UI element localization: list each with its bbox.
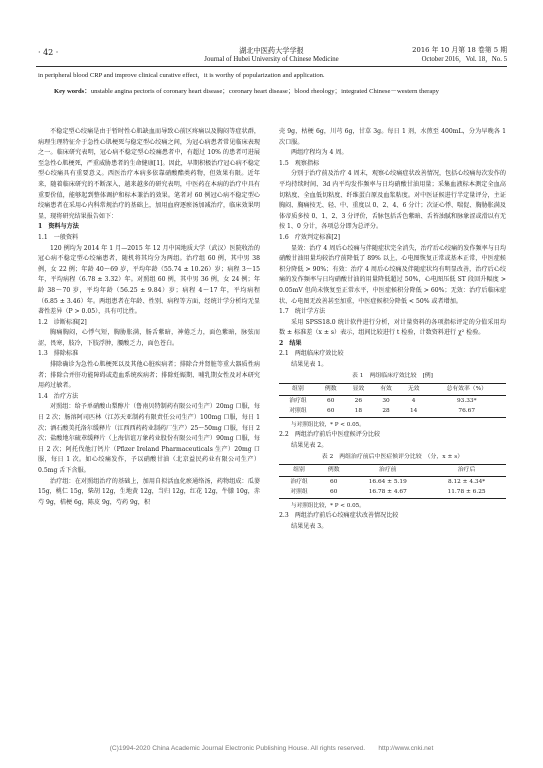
table-cell: 8.12 ± 4.34* <box>447 478 486 485</box>
diagnosis-paragraph: 胸痛胸闷，心悸气短，胸胁胀满，肠舌紫暗，神倦乏力，面色紫暗，脉弦而涩，畏寒，肢冷，下肢浮肿，腰酸乏力，面色苍白。 <box>38 329 260 347</box>
table1-header: 组别 <box>292 386 304 393</box>
table2-header: 治疗前 <box>379 467 397 474</box>
keywords <box>38 86 508 97</box>
table-cell: 60 <box>330 478 338 485</box>
table2-header: 治疗后 <box>457 467 476 474</box>
course-paragraph: 两组疗程均为 4 周。 <box>291 149 348 157</box>
keywords-text: unstable angina pectoris of coronary heart disease；coronary heart disease；blood rheology；integrated Chinese－western therapy <box>90 88 439 95</box>
issue-en: October 2016，Vol. 18，No. 5 <box>421 56 507 63</box>
table-row <box>279 395 506 406</box>
exclusion-paragraph: 排除确诊为急性心肌梗死以及其他心脏疾病者；排除合并肾脏等重大器质性病者；排除合并肝功能障碍或造血系统疾病者；排除妊娠期、哺乳期女性及对本研究用药过敏者。 <box>38 361 260 390</box>
table-cell: 60 <box>327 397 335 404</box>
table1-note: 与对照组比较，* P < 0.05。 <box>291 421 365 428</box>
table2 <box>279 464 506 499</box>
table1 <box>279 383 506 418</box>
subsection-heading-2-2: 2.2 两组治疗前后中医症候评分比较 <box>279 431 381 439</box>
efficacy-criteria-paragraph: 显效：治疗 4 周后心绞痛与伴随症状完全消失，治疗后心绞痛的发作频率与日均硝酸甘油用量均较治疗前降低了 89% 以上，心电图恢复正常或基本正常，中医症候积分降低 > 90%；有效：治疗 4 周后心绞痛及伴随症状均有明显改善，治疗后心绞痛的发作频率与日均硝酸甘油的用量降低超过 50%，心电图压低 ST 段回升幅度 > 0.05mV 但尚未恢复至正常水平，中医症候积分降低 > 60%；无效：治疗后临床症状、心电图无改善甚至加重，中医症候积分降低 < 50% 或者增加。 <box>279 244 506 305</box>
table-cell: 18 <box>354 408 363 415</box>
table-cell: 治疗组 <box>289 397 307 404</box>
control-group-paragraph: 对照组：给予单硝酸山梨醇片（鲁南贝特制药有限公司生产）20mg 口服，每日 2 次；肠溶阿司匹林（江苏天亚制药有限责任公司生产）100mg 口服，每日 1 次；酒石酸美托洛尔缓释片（江西西药药业制药厂生产）25～50mg 口服，每日 2 次；盐酸地尔硫䓬缓释片（上海信谊万象药业股份有限公司生产）90mg 口服，每日 2 次；阿托伐他汀钙片（Pfizer Ireland Pharmaceuticals 生产）20mg 口服，每日 1 次。如心绞痛发作，予以硝酸甘油（北京益民药业有限公司生产）0.5mg 舌下含服。 <box>38 403 260 474</box>
issue-cn: 2016 年 10 月第 18 卷第 5 期 <box>412 46 507 54</box>
treatment-group-paragraph: 治疗组：在对照组治疗的基础上，加用自拟活血化瘀通络汤，药物组成：瓜蒌 15g，桃仁 15g，柴胡 12g，生地黄 12g，当归 12g，红花 12g，牛膝 10g，赤芍 9g，桔梗 6g，陈皮 9g，芍药 9g，积 <box>38 477 260 506</box>
keywords-label: Key words： <box>54 88 91 95</box>
table-cell: 16.78 ± 4.67 <box>368 489 407 496</box>
table1-header: 例数 <box>324 386 337 393</box>
subsection-heading-2-3: 2.3 两组治疗前后心绞痛症状改善情况比较 <box>279 512 399 520</box>
table2-header: 组别 <box>293 467 305 474</box>
table-cell: 治疗组 <box>290 478 308 485</box>
subsection-heading-1-7: 1.7 统计学方法 <box>279 308 326 316</box>
journal-title-cn: 湖北中医药大学学报 <box>239 46 304 55</box>
header-rule <box>36 66 507 67</box>
journal-title-en: Journal of Hubei University of Chinese Medicine <box>204 56 339 63</box>
table2-header: 例数 <box>327 467 340 474</box>
table-row <box>279 476 506 487</box>
issue-info <box>412 46 507 64</box>
table1-caption: 表 1 两组临床疗效比较 [例] <box>352 372 433 379</box>
subsection-heading-1-3: 1.3 排除标准 <box>38 350 79 358</box>
abstract-tail: in peripheral blood CRP and improve clinical curative effect，it is worthy of popularization and application. <box>38 72 325 79</box>
table1-reference: 结果见表 1。 <box>291 361 328 369</box>
table1-header: 无效 <box>407 386 420 393</box>
table1-header-row <box>279 384 506 396</box>
table2-reference: 结果见表 2。 <box>291 441 328 449</box>
subsection-heading-1-1: 1.1 一般资料 <box>38 233 79 241</box>
table-cell: 14 <box>409 408 418 415</box>
table2-note: 与对照组比较，* P < 0.05。 <box>291 502 365 509</box>
table-cell: 30 <box>382 397 390 404</box>
page-number: · 42 · <box>38 48 59 57</box>
table3-reference: 结果见表 3。 <box>291 522 328 530</box>
right-column <box>279 127 506 532</box>
subsection-heading-1-4: 1.4 治疗方法 <box>38 392 79 400</box>
observation-paragraph: 分别于治疗前及治疗 4 周末，观察心绞痛症状改善情况，包括心绞痛每次发作的平均持续时间、3d 内平均发作频率与日均硝酸甘油用量；采集血液标本测定全血高切粘度、全血低切粘度、纤维蛋白原及血浆粘度。对中医证候进行半定量评分，主证胸闷、胸痛按无、轻、中、重度以 0、2、4、6 分计；次证心悸、喘促、胸胁胀满及体帝质多按 0、1、2、3 分评价，舌脉包括舌色紫暗、舌苔浊腻和脉象涩或滑以有无按 1、0 分计，各项总分即为总评分。 <box>279 170 506 231</box>
subsection-heading-1-2: 1.2 诊断标准[2] <box>38 318 87 326</box>
table-cell: 16.64 ± 5.19 <box>368 478 407 485</box>
table-cell: 60 <box>330 489 338 496</box>
intro-paragraph: 不稳定型心绞痛是由于暂时性心肌缺血而导致心前区疼痛以及胸闷等症状群，病理生理特征介于急性心肌梗死与稳定型心绞痛之间，为冠心病患者常见临床表现之一。临床研究表明，冠心病不稳定型心绞痛患者中，有超过 10% 的患者可进展至急性心肌梗死，严重威胁患者的生命健康[1]。因此，早期积极治疗冠心病不稳定型心绞痛具有重要意义。西医治疗本病多依靠硝酸酯类药物，但效果有限。近年来，随着临床研究的不断深入，越来越多的研究表明，中医药在本病的治疗中具有重要价值，能够起到整体调护和标本兼治的效果。笔者对 60 例冠心病不稳定型心绞痛患者在采用心内科常规治疗的基础上，加用血府逐瘀汤加减治疗，临床效果明显，现将研究结果报告如下： <box>38 128 260 220</box>
table-cell: 28 <box>382 408 390 415</box>
general-data-paragraph: 120 例均为 2014 年 1 月—2015 年 12 月中国地质大学（武汉）医院收治的冠心病不稳定型心绞痛患者，随机将其均分为两组。治疗组 60 例，其中男 38 例，女 22 例；年龄 40～69 岁，平均年龄（55.74 ± 10.26）岁；病程 3～15 年，平均病程（6.78 ± 3.32）年。对照组 60 例，其中男 36 例，女 24 例；年龄 38～70 岁，平均年龄（56.25 ± 9.84）岁；病程 4～17 年，平均病程（6.85 ± 3.46）年。两组患者在年龄、性别、病程等方面，经统计学分析均无显著性差异（P > 0.05），具有可比性。 <box>38 244 260 316</box>
table2-caption: 表 2 两组治疗前后中医症候评分比较 （分，x ± s） <box>321 453 464 460</box>
table1-header: 有效 <box>380 386 392 393</box>
subsection-heading-1-6: 1.6 疗效判定标准[2] <box>279 233 340 241</box>
section-heading-1: 1 资料与方法 <box>38 223 79 231</box>
table-cell: 26 <box>354 397 363 404</box>
table-cell: 对照组 <box>290 489 308 496</box>
left-column <box>38 127 260 508</box>
table-row <box>279 487 506 498</box>
table-cell: 11.78 ± 6.25 <box>447 489 486 496</box>
table-cell: 76.67 <box>458 408 476 415</box>
table-cell: 4 <box>411 397 416 404</box>
subsection-heading-1-5: 1.5 观察指标 <box>279 159 320 167</box>
section-heading-2: 2 结果 <box>279 339 302 347</box>
subsection-heading-2-1: 2.1 两组临床疗效比较 <box>279 350 344 358</box>
table-cell: 对照组 <box>289 408 307 415</box>
table-cell: 60 <box>327 408 335 415</box>
copyright-footer: (C)1994-2020 China Academic Journal Electronic Publishing House. All rights reserved. http://www.cnki.net <box>109 745 434 752</box>
statistics-paragraph: 采用 SPSS18.0 统计软件进行分析，对计量资料的各项指标评定的分值采用均数 ± 标准差（x ± s）表示，组间比较进行 t 检验，计数资料进行 χ² 检验。 <box>279 318 506 337</box>
table-cell: 93.33* <box>456 397 477 404</box>
table1-header: 总有效率（%） <box>446 386 487 393</box>
formula-continuation: 壳 9g，枯梗 6g，川芎 6g，甘草 3g。每日 1 剂，水煎至 400mL，分为早晚各 1 次口服。 <box>279 128 506 146</box>
table2-header-row <box>279 465 506 477</box>
table-row <box>279 406 506 417</box>
table1-header: 显效 <box>352 386 365 393</box>
